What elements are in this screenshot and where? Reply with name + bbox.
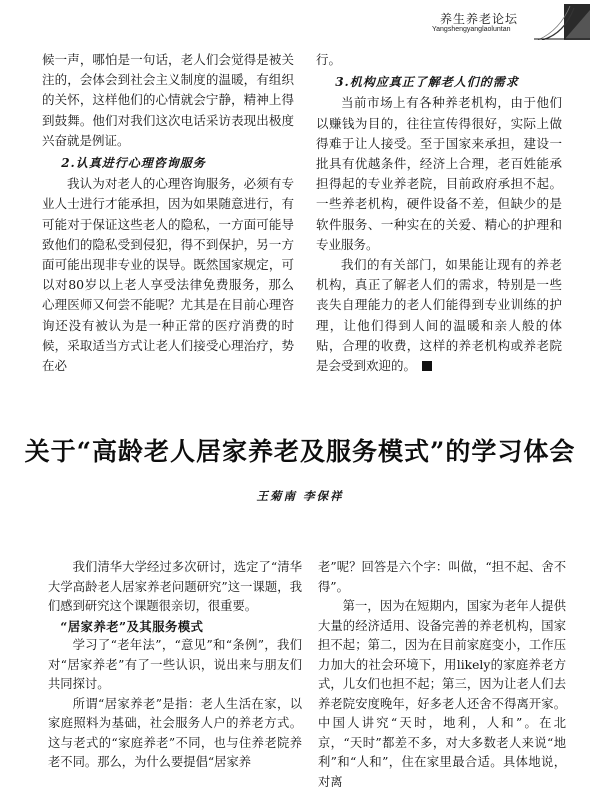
end-of-article-mark [422,361,432,371]
upper-left-paragraph-1: 候一声，哪怕是一句话，老人们会觉得是被关注的，会体会到社会主义制度的温暖，有组织的关怀，这样他们的心情就会宁静，精神上得到鼓舞。他们对我们这次电话采访表现出极度兴奋就是例证。 [42,52,294,148]
article-right-continuation: 老”呢？回答是六个字：叫做，“担不起、舍不得”。 [318,560,566,594]
upper-left-paragraph-2: 我认为对老人的心理咨询服务，必须有专业人士进行才能承担，因为如果随意进行，有可能对于保证这些老人的隐私，一方面可能导致他们的隐私受到侵犯，得不到保护，另一方面可能出现非专业的误导。既然国家规定，可以对80岁以上老人享受法律免费服务，那么心理医师又何尝不能呢？尤其是在目前心理咨询还没有被认为是一种正常的医疗消费的时候，采取适当方式让老人们接受心理治疗，势在必 [42,176,294,374]
article-authors: 王菊南 李保祥 [256,489,344,503]
upper-right-paragraph-4-text: 我们的有关部门，如果能让现有的养老机构，真正了解老人们的需求，特别是一些丧失自理能力的老人们能得到专业训练的护理，让他们得到人间的温暖和亲人般的体贴，合理的收费，这样的养老机构或养老院是会受到欢迎的。 [316,257,562,374]
upper-heading-3: 3.机构应真正了解老人们的需求 [335,75,519,90]
upper-right-column [316,50,562,376]
article-paragraph-1: 我们清华大学经过多次研讨，选定了“清华大学高龄老人居家养老问题研究”这一课题，我们感到研究这个课题很亲切，很重要。 [48,560,302,613]
upper-left-column [42,50,294,376]
upper-heading-2: 2.认真进行心理咨询服务 [61,156,206,171]
article-title: 关于“高龄老人居家养老及服务模式”的学习体会 [24,437,576,466]
upper-right-continuation: 行。 [316,52,342,67]
article-paragraph-2: 学习了“老年法”，“意见”和“条例”，我们对“居家养老”有了一些认识，说出来与朋友们共同探讨。 [48,638,302,691]
upper-right-paragraph-4 [316,255,562,376]
header-decoration-icon [534,4,590,40]
journal-header [0,0,600,44]
journal-section-title: 养生养老论坛 [440,12,519,26]
article-paragraph-4: 第一，因为在短期内，国家为老年人提供大量的经济适用、设备完善的养老机构，国家担不起；第二，因为在目前家庭变小，工作压力加大的社会环境下，用likely的家庭养老方式，儿女们也担不起；第三，因为让老人们去养老院安度晚年，好多老人还舍不得离开家。中国人讲究“天时，地利，人和”。在北京，“天时”都差不多，对大多数老人来说“地利”和“人和”，住在家里最合适。具体地说，对离 [318,599,566,789]
journal-section-pinyin: Yangshengyanglaoluntan [432,26,511,33]
article-paragraph-3: 所谓“居家养老”是指：老人生活在家，以家庭照料为基础，社会服务人户的养老方式。这与老式的“家庭养老”不同，也与住养老院养老不同。那么，为什么要提倡“居家养 [48,696,302,769]
article-subheading: “居家养老”及其服务模式 [60,618,204,634]
article-right-column [318,558,566,792]
upper-right-paragraph-3: 当前市场上有各种养老机构，由于他们以赚钱为目的，往往宣传得很好，实际上做得难于让人接受。至于国家来承担，建设一批具有优越条件，经济上合理，老百姓能承担得起的专业养老院，目前政府承担不起。一些养老机构，硬件设备不差，但缺少的是软件服务、一种实在的关爱、精心的护理和专业服务。 [316,95,562,252]
article-left-column [48,558,302,773]
